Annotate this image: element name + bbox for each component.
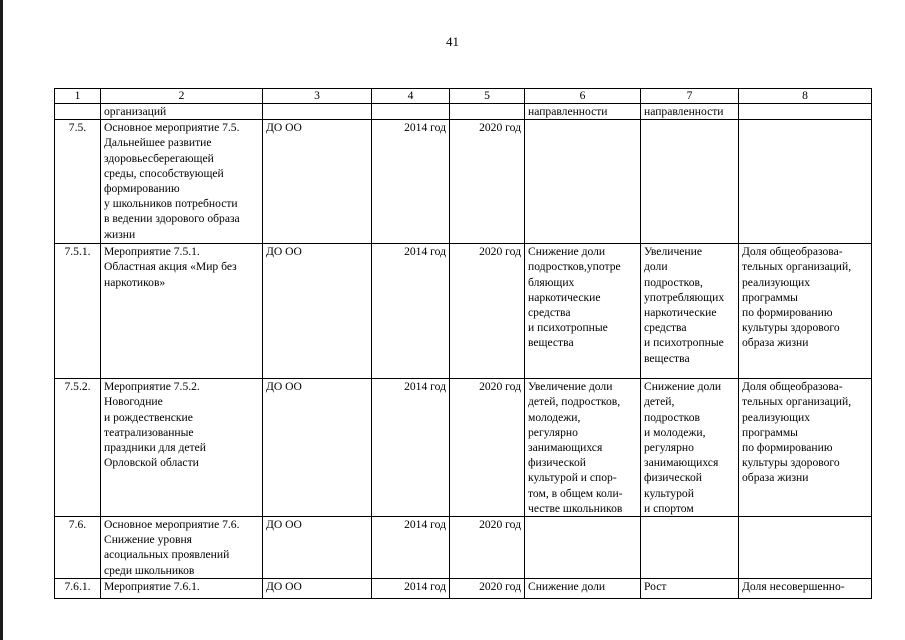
- column-header: 2: [101, 89, 263, 104]
- cell-line: наркотиков»: [104, 275, 166, 289]
- cell-indicator: [739, 120, 872, 244]
- cell-line: Снижение доли: [528, 245, 606, 259]
- column-header: 4: [372, 89, 450, 104]
- cell-empty: [55, 104, 101, 120]
- column-header: 1: [55, 89, 101, 104]
- cell-line: образа жизни: [742, 336, 809, 350]
- page-number: 41: [446, 34, 459, 49]
- cell-line: Увеличение доли: [528, 380, 613, 394]
- cell-start-year: 2014 год: [372, 578, 450, 598]
- column-header: 5: [450, 89, 525, 104]
- cell-line: жизни: [104, 227, 136, 241]
- cell-result-yes: [641, 578, 739, 598]
- cell-empty: [372, 104, 450, 120]
- cell-line: подростков,: [644, 275, 703, 289]
- cell-result-yes: направленности: [641, 104, 739, 120]
- cell-line: бляющих: [528, 275, 575, 289]
- cell-name: [101, 379, 263, 517]
- cell-line: физической: [644, 471, 702, 485]
- continuation-row: [55, 104, 872, 120]
- cell-line: здоровьесберегающей: [104, 151, 214, 165]
- cell-line: доли: [644, 260, 668, 274]
- cell-line: употребляющих: [644, 290, 725, 304]
- cell-line: детей, подростков,: [528, 395, 621, 409]
- cell-line: реализующих: [742, 410, 811, 424]
- cell-indicator: [739, 578, 872, 598]
- cell-line: средства: [528, 306, 571, 320]
- cell-line: занимающихся: [644, 456, 719, 470]
- cell-line: подростков: [644, 410, 700, 424]
- cell-indicator: [739, 244, 872, 379]
- cell-result-no: [525, 120, 641, 244]
- cell-line: вещества: [644, 351, 690, 365]
- cell-number: 7.6.1.: [55, 578, 101, 598]
- cell-indicator: [739, 379, 872, 517]
- cell-number: 7.5.1.: [55, 244, 101, 379]
- table-row: [55, 244, 872, 379]
- cell-line: детей,: [644, 395, 675, 409]
- cell-line: среды, способствующей: [104, 166, 224, 180]
- table-row: [55, 379, 872, 517]
- program-table: [54, 88, 872, 599]
- cell-result-no: [525, 517, 641, 579]
- cell-result-no: [525, 379, 641, 517]
- cell-start-year: 2014 год: [372, 244, 450, 379]
- cell-line: регулярно: [644, 441, 694, 455]
- cell-line: Снижение уровня: [104, 533, 193, 547]
- cell-line: физической: [528, 456, 586, 470]
- cell-line: программы: [742, 425, 798, 439]
- cell-empty: [450, 104, 525, 120]
- cell-line: программы: [742, 290, 798, 304]
- cell-end-year: 2020 год: [450, 120, 525, 244]
- cell-line: по формированию: [742, 441, 833, 455]
- cell-line: в ведении здорового образа: [104, 212, 240, 226]
- cell-line: честве школьников: [528, 501, 623, 515]
- cell-end-year: 2020 год: [450, 244, 525, 379]
- cell-indicator: [739, 517, 872, 579]
- cell-line: по формированию: [742, 306, 833, 320]
- table-row: [55, 120, 872, 244]
- cell-result-yes: [641, 517, 739, 579]
- cell-line: культуры здорового: [742, 456, 840, 470]
- cell-line: у школьников потребности: [104, 197, 238, 211]
- cell-line: праздники для детей: [104, 441, 206, 455]
- cell-line: и психотропные: [644, 336, 724, 350]
- cell-name: [101, 578, 263, 598]
- cell-name: [101, 120, 263, 244]
- cell-line: Увеличение: [644, 245, 702, 259]
- cell-number: 7.5.2.: [55, 379, 101, 517]
- cell-line: Областная акция «Мир без: [104, 260, 237, 274]
- cell-line: Доля общеобразова-: [742, 245, 843, 259]
- cell-line: театрализованные: [104, 425, 194, 439]
- page-edge: [0, 0, 3, 640]
- cell-line: Основное мероприятие 7.6.: [104, 518, 240, 532]
- cell-line: Снижение доли: [644, 380, 722, 394]
- cell-start-year: 2014 год: [372, 120, 450, 244]
- cell-executor: ДО ОО: [263, 120, 372, 244]
- cell-line: Рост: [644, 579, 667, 593]
- column-header: 7: [641, 89, 739, 104]
- cell-line: тельных организаций,: [742, 260, 852, 274]
- cell-line: Доля несовершенно-: [742, 579, 845, 593]
- cell-line: тельных организаций,: [742, 395, 852, 409]
- cell-executor: ДО ОО: [263, 578, 372, 598]
- cell-line: том, в общем коли-: [528, 486, 623, 500]
- cell-line: Дальнейшее развитие: [104, 136, 212, 150]
- cell-empty: [263, 104, 372, 120]
- cell-line: Снижение доли: [528, 579, 606, 593]
- column-header: 8: [739, 89, 872, 104]
- cell-line: среди школьников: [104, 563, 195, 577]
- cell-line: реализующих: [742, 275, 811, 289]
- cell-name: организаций: [101, 104, 263, 120]
- cell-line: Мероприятие 7.6.1.: [104, 579, 200, 593]
- cell-number: 7.5.: [55, 120, 101, 244]
- column-header: 6: [525, 89, 641, 104]
- cell-result-no: направленности: [525, 104, 641, 120]
- cell-empty: [739, 104, 872, 120]
- cell-executor: ДО ОО: [263, 244, 372, 379]
- cell-line: культурой: [644, 486, 694, 500]
- cell-line: культуры здорового: [742, 321, 840, 335]
- column-number-row: [55, 89, 872, 104]
- cell-result-yes: [641, 244, 739, 379]
- cell-line: наркотические: [528, 290, 601, 304]
- cell-end-year: 2020 год: [450, 517, 525, 579]
- cell-line: и рождественские: [104, 410, 193, 424]
- table-body: [55, 89, 872, 599]
- cell-line: средства: [644, 321, 687, 335]
- cell-line: асоциальных проявлений: [104, 548, 230, 562]
- cell-line: подростков,употре: [528, 260, 621, 274]
- cell-result-yes: [641, 120, 739, 244]
- cell-line: Доля общеобразова-: [742, 380, 843, 394]
- cell-line: формированию: [104, 182, 180, 196]
- cell-start-year: 2014 год: [372, 517, 450, 579]
- column-header: 3: [263, 89, 372, 104]
- cell-line: Орловской области: [104, 456, 199, 470]
- cell-start-year: 2014 год: [372, 379, 450, 517]
- cell-line: регулярно: [528, 425, 578, 439]
- cell-line: и спортом: [644, 501, 694, 515]
- cell-end-year: 2020 год: [450, 578, 525, 598]
- cell-line: культурой и спор-: [528, 471, 617, 485]
- cell-name: [101, 244, 263, 379]
- cell-result-no: [525, 244, 641, 379]
- cell-executor: ДО ОО: [263, 379, 372, 517]
- cell-result-no: [525, 578, 641, 598]
- cell-line: и психотропные: [528, 321, 608, 335]
- cell-line: молодежи,: [528, 410, 581, 424]
- cell-line: и молодежи,: [644, 425, 706, 439]
- cell-end-year: 2020 год: [450, 379, 525, 517]
- cell-number: 7.6.: [55, 517, 101, 579]
- table-row: [55, 517, 872, 579]
- cell-result-yes: [641, 379, 739, 517]
- table-row: [55, 578, 872, 598]
- cell-line: Мероприятие 7.5.2.: [104, 380, 200, 394]
- cell-name: [101, 517, 263, 579]
- cell-line: Основное мероприятие 7.5.: [104, 121, 240, 135]
- cell-line: наркотические: [644, 306, 717, 320]
- cell-line: занимающихся: [528, 441, 603, 455]
- cell-line: Мероприятие 7.5.1.: [104, 245, 200, 259]
- cell-line: образа жизни: [742, 471, 809, 485]
- cell-line: Новогодние: [104, 395, 163, 409]
- cell-executor: ДО ОО: [263, 517, 372, 579]
- cell-line: вещества: [528, 336, 574, 350]
